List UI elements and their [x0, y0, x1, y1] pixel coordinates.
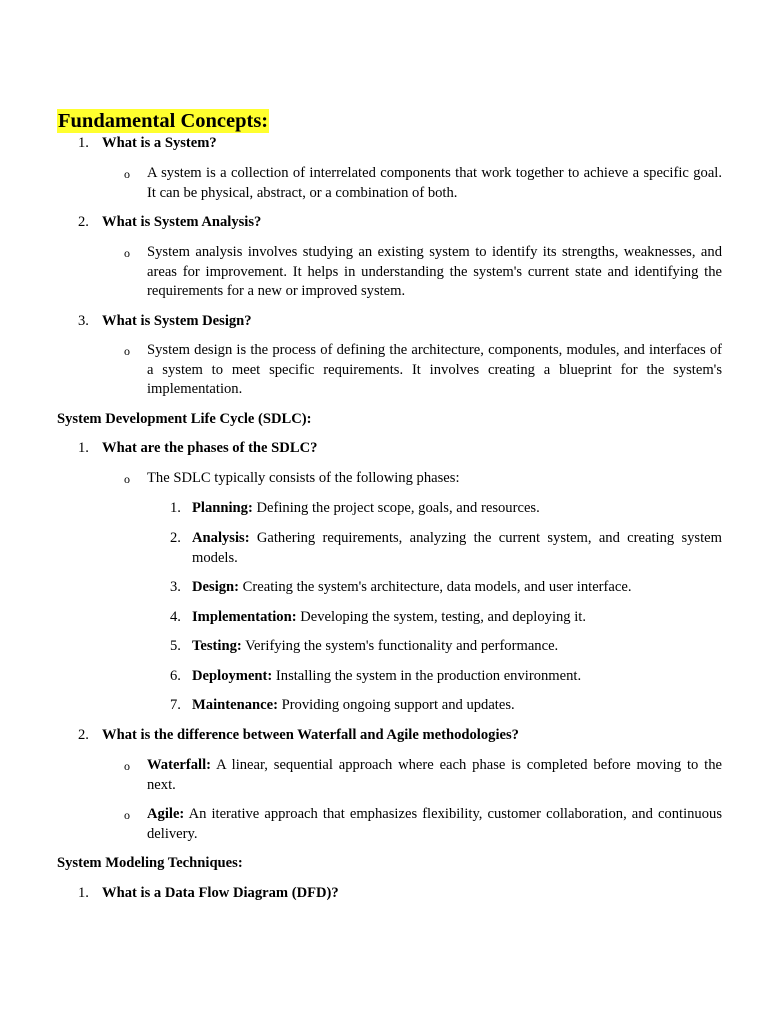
phase-item — [192, 667, 722, 687]
answer-paragraph: System design is the process of defining the architecture, components, modules, and interfaces of a system to meet specific requirements. It involves creating a blueprint for the system's implementation. — [147, 342, 722, 397]
phase-number: 5. — [170, 638, 181, 654]
question-heading: What is a Data Flow Diagram (DFD)? — [102, 885, 339, 901]
phase-item — [192, 499, 722, 519]
list-number: 1. — [78, 440, 89, 456]
answer-paragraph: System analysis involves studying an existing system to identify its strengths, weaknesses, and areas for improvement. It helps in understanding the system's current state and identifying the requirements for a new or improved system. — [147, 244, 722, 299]
list-number: 3. — [78, 313, 89, 329]
phase-name: Implementation: — [192, 609, 297, 625]
bullet-marker: o — [124, 246, 130, 260]
phase-description: Defining the project scope, goals, and resources. — [252, 500, 540, 516]
phase-item — [192, 578, 722, 598]
phase-name: Maintenance: — [192, 697, 278, 713]
bullet-marker: o — [124, 808, 130, 822]
answer-paragraph: A system is a collection of interrelated components that work together to achieve a specific goal. It can be physical, abstract, or a combination of both. — [147, 165, 722, 201]
bullet-marker: o — [124, 759, 130, 773]
bullet-marker: o — [124, 167, 130, 181]
method-name: Agile: — [147, 806, 185, 822]
list-number: 2. — [78, 214, 89, 230]
phase-description: Installing the system in the production environment. — [272, 668, 582, 684]
answer-paragraph: The SDLC typically consists of the following phases: — [147, 470, 460, 486]
phase-item — [192, 608, 722, 628]
phase-name: Analysis: — [192, 530, 250, 546]
phase-name: Testing: — [192, 638, 242, 654]
phase-item — [192, 529, 722, 568]
method-description: A linear, sequential approach where each phase is completed before moving to the next. — [147, 757, 722, 793]
question-heading: What is System Design? — [102, 313, 252, 329]
question-heading: What is the difference between Waterfall and Agile methodologies? — [102, 727, 519, 743]
method-description: An iterative approach that emphasizes flexibility, customer collaboration, and continuous delivery. — [147, 806, 722, 842]
phase-description: Developing the system, testing, and deploying it. — [296, 609, 586, 625]
phase-number: 2. — [170, 530, 181, 546]
section-heading-modeling: System Modeling Techniques: — [57, 855, 243, 871]
list-number: 2. — [78, 727, 89, 743]
list-number: 1. — [78, 885, 89, 901]
question-heading: What is a System? — [102, 135, 217, 151]
phase-item — [192, 637, 722, 657]
phase-description: Providing ongoing support and updates. — [277, 697, 515, 713]
bullet-marker: o — [124, 344, 130, 358]
phase-number: 7. — [170, 697, 181, 713]
phase-name: Deployment: — [192, 668, 273, 684]
phase-item — [192, 696, 722, 716]
phase-number: 4. — [170, 609, 181, 625]
question-heading: What are the phases of the SDLC? — [102, 440, 318, 456]
question-heading: What is System Analysis? — [102, 214, 262, 230]
phase-name: Planning: — [192, 500, 253, 516]
section-heading-sdlc: System Development Life Cycle (SDLC): — [57, 411, 312, 427]
phase-description: Gathering requirements, analyzing the current system, and creating system models. — [192, 530, 722, 566]
section-title-fundamental-concepts: Fundamental Concepts: — [58, 110, 269, 132]
list-number: 1. — [78, 135, 89, 151]
phase-number: 1. — [170, 500, 181, 516]
phase-description: Creating the system's architecture, data models, and user interface. — [239, 579, 632, 595]
method-name: Waterfall: — [147, 757, 212, 773]
method-item — [147, 756, 722, 795]
phase-description: Verifying the system's functionality and performance. — [241, 638, 559, 654]
method-item — [147, 805, 722, 844]
phase-number: 3. — [170, 579, 181, 595]
bullet-marker: o — [124, 472, 130, 486]
phase-number: 6. — [170, 668, 181, 684]
phase-name: Design: — [192, 579, 240, 595]
